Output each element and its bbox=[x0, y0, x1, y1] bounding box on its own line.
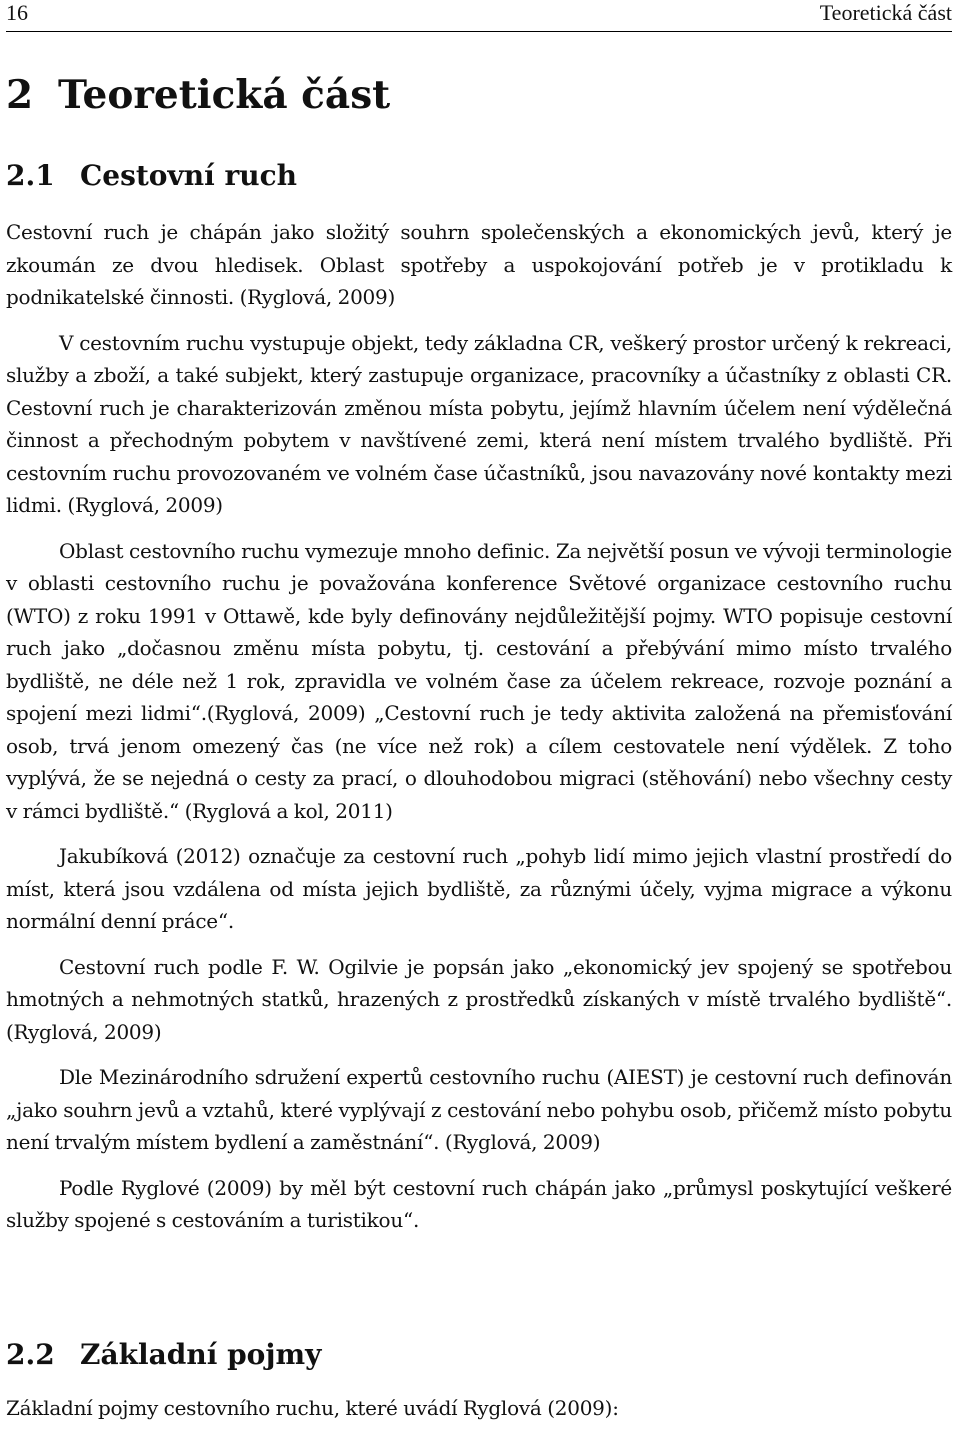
section-number: 2.1 bbox=[6, 159, 55, 192]
section-title: Základní pojmy bbox=[80, 1338, 322, 1371]
header-rule bbox=[6, 31, 952, 32]
paragraph: Základní pojmy cestovního ruchu, které uvádí Ryglová (2009): bbox=[6, 1396, 619, 1420]
document-page bbox=[6, 0, 952, 1427]
section-number: 2.2 bbox=[6, 1338, 55, 1371]
paragraph: Cestovní ruch je chápán jako složitý souhrn společenských a ekonomických jevů, který je zkoumán ze dvou hledisek. Oblast spotřeby a uspokojování potřeb je v protikladu k podnikatelské činnosti. (Ryglová, 2009) bbox=[6, 220, 952, 309]
running-header bbox=[6, 0, 952, 28]
section-heading-2-2 bbox=[6, 1335, 321, 1375]
chapter-heading bbox=[6, 70, 390, 120]
chapter-title: Teoretická část bbox=[58, 72, 391, 118]
section-title: Cestovní ruch bbox=[80, 159, 297, 192]
paragraph: Cestovní ruch podle F. W. Ogilvie je popsán jako „ekonomický jev spojený se spotřebou hmotných a nehmotných statků, hrazených z prostředků získaných v místě trvalého bydliště“. (Ryglová, 2009) bbox=[6, 954, 952, 1044]
section-body-2-1 bbox=[6, 216, 952, 1250]
paragraph: Jakubíková (2012) označuje za cestovní ruch „pohyb lidí mimo jejich vlastní prostředí do míst, která jsou vzdálena od místa jejich bydliště, za různými účely, vyjma migrace a výkonu normální denní práce“. bbox=[6, 844, 952, 933]
section-body-2-2 bbox=[6, 1392, 952, 1438]
page-number: 16 bbox=[6, 0, 28, 25]
paragraph: Dle Mezinárodního sdružení expertů cestovního ruchu (AIEST) je cestovní ruch definován „jako souhrn jevů a vztahů, které vyplývají z cestování nebo pohybu osob, přičemž místo pobytu není trvalým místem bydlení a zaměstnání“. (Ryglová, 2009) bbox=[6, 1065, 952, 1154]
chapter-number: 2 bbox=[6, 72, 34, 118]
paragraph: Oblast cestovního ruchu vymezuje mnoho definic. Za největší posun ve vývoji terminologie v oblasti cestovního ruchu je považována konference Světové organizace cestovního ruchu (WTO) z roku 1991 v Ottawě, kde byly definovány nejdůležitější pojmy. WTO popisuje cestovní ruch jako „dočasnou změnu místa pobytu, tj. cestování a přebývání mimo místo trvalého bydliště, ne déle než 1 rok, zpravidla ve volném čase za účelem rekreace, rozvoje poznání a spojení mezi lidmi“.(Ryglová, 2009) „Cestovní ruch je tedy aktivita založená na přemisťování osob, trvá jenom omezený čas (ne více než rok) a cílem cestovatele není výdělek. Z toho vyplývá, že se nejedná o cesty za prací, o dlouhodobou migraci (stěhování) nebo všechny cesty v rámci bydliště.“ (Ryglová a kol, 2011) bbox=[6, 538, 952, 823]
running-title: Teoretická část bbox=[819, 0, 952, 25]
paragraph: Podle Ryglové (2009) by měl být cestovní ruch chápán jako „průmysl poskytující veškeré služby spojené s cestováním a turistikou“. bbox=[6, 1175, 952, 1232]
section-heading-2-1 bbox=[6, 156, 297, 196]
paragraph: V cestovním ruchu vystupuje objekt, tedy základna CR, veškerý prostor určený k rekreaci, služby a zboží, a také subjekt, který zastupuje organizace, pracovníky a účastníky z oblasti CR. Cestovní ruch je charakterizován změnou místa pobytu, jejímž hlavním účelem není výdělečná činnost a přechodným pobytem v navštívené zemi, která není místem trvalého bydliště. Při cestovním ruchu provozovaném ve volném čase účastníků, jsou navazovány nové kontakty mezi lidmi. (Ryglová, 2009) bbox=[6, 330, 952, 517]
